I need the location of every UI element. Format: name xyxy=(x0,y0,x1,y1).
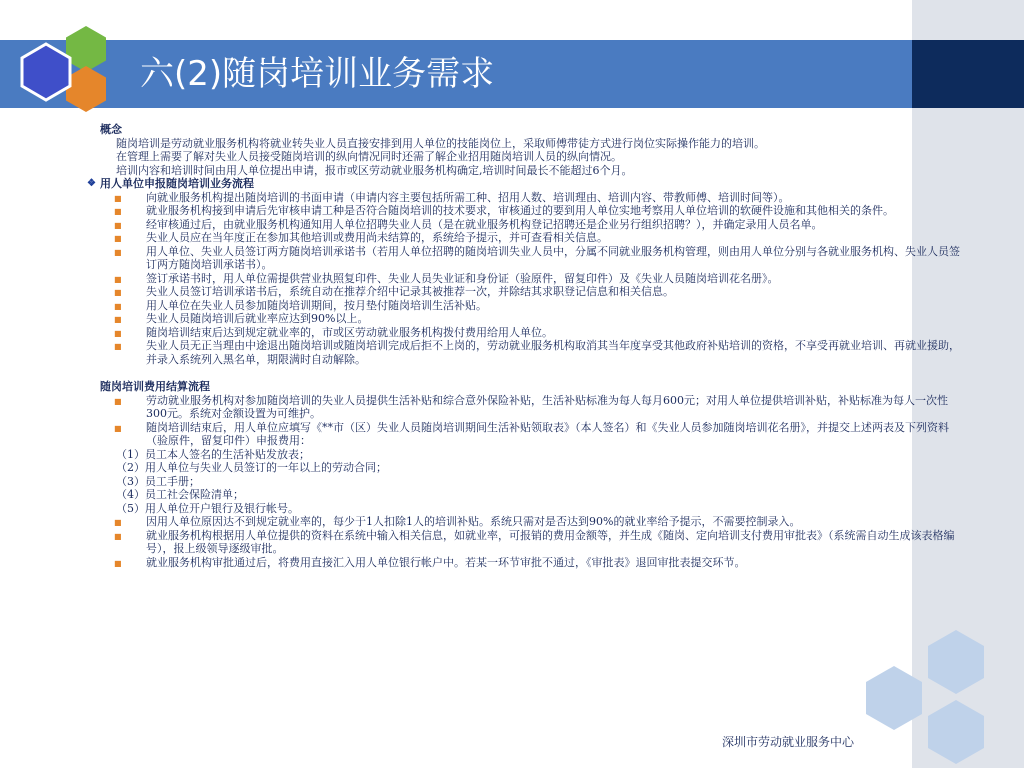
line-text: 用人单位、失业人员签订两方随岗培训承诺书（若用人单位招聘的随岗培训失业人员中，分属不同就业服务机构管理，则由用人单位分别与各就业服务机构、失业人员签订两方随岗培训承诺书）。 xyxy=(146,244,960,271)
line-text: 劳动就业服务机构对参加随岗培训的失业人员提供生活补贴和综合意外保险补贴，生活补贴标准为每人每月600元；对用人单位提供培训补贴，补贴标准为每人一次性300元。系统对金额设置为可维护。 xyxy=(146,393,948,420)
footer-organization: 深圳市劳动就业服务中心 xyxy=(722,735,855,749)
square-bullet-icon: ■ xyxy=(114,531,122,541)
body-line xyxy=(96,461,966,475)
body-line xyxy=(96,488,966,502)
orange-hexagon-icon xyxy=(66,66,106,112)
body-line xyxy=(96,529,966,556)
line-text: 就业服务机构根据用人单位提供的资料在系统中输入相关信息，如就业率，可报销的费用金额等，并生成《随岗、定向培训支付费用审批表》（系统需自动生成该表格编号），报上级领导逐级审批。 xyxy=(146,528,955,555)
line-text: 因用人单位原因达不到规定就业率的，每少于1人扣除1人的培训补贴。系统只需对是否达到90%的就业率给予提示，不需要控制录入。 xyxy=(146,515,801,528)
line-text: 培训内容和培训时间由用人单位提出申请，报市或区劳动就业服务机构确定,培训时间最长不能超过6个月。 xyxy=(116,163,633,177)
body-line xyxy=(96,556,966,570)
line-text: 随岗培训结束后，用人单位应填写《**市（区）失业人员随岗培训期间生活补贴领取表》（本人签名）和《失业人员参加随岗培训花名册》，并提交上述两表及下列资料（验原件，留复印件）申报费用： xyxy=(146,420,949,447)
line-text: 失业人员随岗培训后就业率应达到90%以上。 xyxy=(146,312,369,325)
body-line xyxy=(96,137,966,151)
body-line xyxy=(96,164,966,178)
line-text: （4）员工社会保险清单； xyxy=(116,488,244,501)
line-text: 随岗培训是劳动就业服务机构将就业转失业人员直接安排到用人单位的技能岗位上，采取师傅带徒方式进行岗位实际操作能力的培训。 xyxy=(116,136,765,150)
blue-hexagon-icon xyxy=(22,44,70,100)
line-text: 签订承诺书时，用人单位需提供营业执照复印件、失业人员失业证和身份证（验原件，留复印件）及《失业人员随岗培训花名册》。 xyxy=(146,271,779,285)
body-line xyxy=(96,285,966,299)
line-text: 在管理上需要了解对失业人员接受随岗培训的纵向情况同时还需了解企业招用随岗培训人员的纵向情况。 xyxy=(116,150,622,163)
square-bullet-icon: ■ xyxy=(114,301,122,311)
line-text: 用人单位在失业人员参加随岗培训期间，按月垫付随岗培训生活补贴。 xyxy=(146,298,487,312)
line-text: 随岗培训结束后达到规定就业率的，市或区劳动就业服务机构拨付费用给用人单位。 xyxy=(146,325,553,339)
hexagon-cluster-icon xyxy=(8,18,118,118)
line-text: 失业人员无正当理由中途退出随岗培训或随岗培训完成后拒不上岗的，劳动就业服务机构取消其当年度享受其他政府补贴培训的资格，不享受再就业培训、再就业援助，并录入系统列入黑名单，期限满时自动解除。 xyxy=(146,339,960,366)
square-bullet-icon: ■ xyxy=(114,247,122,257)
body-line xyxy=(96,204,966,218)
body-line xyxy=(96,272,966,286)
body-line xyxy=(96,218,966,232)
body-line xyxy=(96,475,966,489)
line-text: 经审核通过后，由就业服务机构通知用人单位招聘失业人员（是在就业服务机构登记招聘还是企业另行组织招聘？），并确定录用人员名单。 xyxy=(146,217,823,231)
line-text: 向就业服务机构提出随岗培训的书面申请（申请内容主要包括所需工种、招用人数、培训理由、培训内容、带教师傅、培训时间等）。 xyxy=(146,190,790,204)
line-text: 随岗培训费用结算流程 xyxy=(100,380,210,393)
light-hexagon-icon xyxy=(928,630,984,694)
light-hexagon-icon xyxy=(928,700,984,764)
section-heading xyxy=(96,123,966,137)
body-line xyxy=(96,421,966,448)
line-text: 失业人员签订培训承诺书后，系统自动在推荐介绍中记录其被推荐一次，并除结其求职登记信息和相关信息。 xyxy=(146,285,674,298)
square-bullet-icon: ■ xyxy=(114,207,122,216)
body-line xyxy=(96,191,966,205)
square-bullet-icon: ■ xyxy=(114,396,122,406)
square-bullet-icon: ■ xyxy=(114,220,122,230)
section-heading xyxy=(96,380,966,394)
body-line xyxy=(96,339,966,366)
square-bullet-icon: ■ xyxy=(114,315,122,324)
line-text: 失业人员应在当年度正在参加其他培训或费用尚未结算的，系统给予提示，并可查看相关信息。 xyxy=(146,231,608,244)
line-text: 就业服务机构接到申请后先审核申请工种是否符合随岗培训的技术要求，审核通过的要到用人单位实地考察用人单位培训的软硬件设施和其他相关的条件。 xyxy=(146,204,894,217)
line-text: （3）员工手册； xyxy=(116,474,200,488)
line-text: 用人单位申报随岗培训业务流程 xyxy=(100,177,254,190)
slide-title: 六(2)随岗培训业务需求 xyxy=(140,54,495,94)
line-text: 就业服务机构审批通过后，将费用直接汇入用人单位银行帐户中。若某一环节审批不通过，《审批表》退回审批表提交环节。 xyxy=(146,555,746,569)
body-line xyxy=(96,312,966,326)
line-text: 概念 xyxy=(100,123,122,136)
section-heading xyxy=(87,177,966,191)
body-line xyxy=(96,326,966,340)
decorative-hexagons xyxy=(850,622,1000,768)
square-bullet-icon: ■ xyxy=(114,558,122,568)
light-hexagon-icon xyxy=(866,666,922,730)
body-line xyxy=(96,150,966,164)
square-bullet-icon: ■ xyxy=(114,288,122,297)
slide-body xyxy=(87,123,966,569)
square-bullet-icon: ■ xyxy=(114,274,122,284)
square-bullet-icon: ■ xyxy=(114,193,122,203)
body-line xyxy=(96,515,966,529)
spacer xyxy=(96,366,966,380)
square-bullet-icon: ■ xyxy=(114,518,122,527)
body-line xyxy=(96,502,966,516)
body-line xyxy=(96,394,966,421)
body-line xyxy=(96,245,966,272)
square-bullet-icon: ■ xyxy=(114,234,122,243)
square-bullet-icon: ■ xyxy=(114,342,122,351)
diamond-bullet-icon: ❖ xyxy=(87,178,96,189)
line-text: （1）员工本人签名的生活补贴发放表； xyxy=(116,447,310,461)
line-text: （5）用人单位开户银行及银行帐号。 xyxy=(116,501,299,515)
square-bullet-icon: ■ xyxy=(114,423,122,433)
square-bullet-icon: ■ xyxy=(114,328,122,338)
body-line xyxy=(96,448,966,462)
body-line xyxy=(96,299,966,313)
title-band-accent xyxy=(912,40,1024,108)
body-line xyxy=(96,231,966,245)
green-hexagon-icon xyxy=(66,26,106,72)
line-text: （2）用人单位与失业人员签订的一年以上的劳动合同； xyxy=(116,461,387,474)
